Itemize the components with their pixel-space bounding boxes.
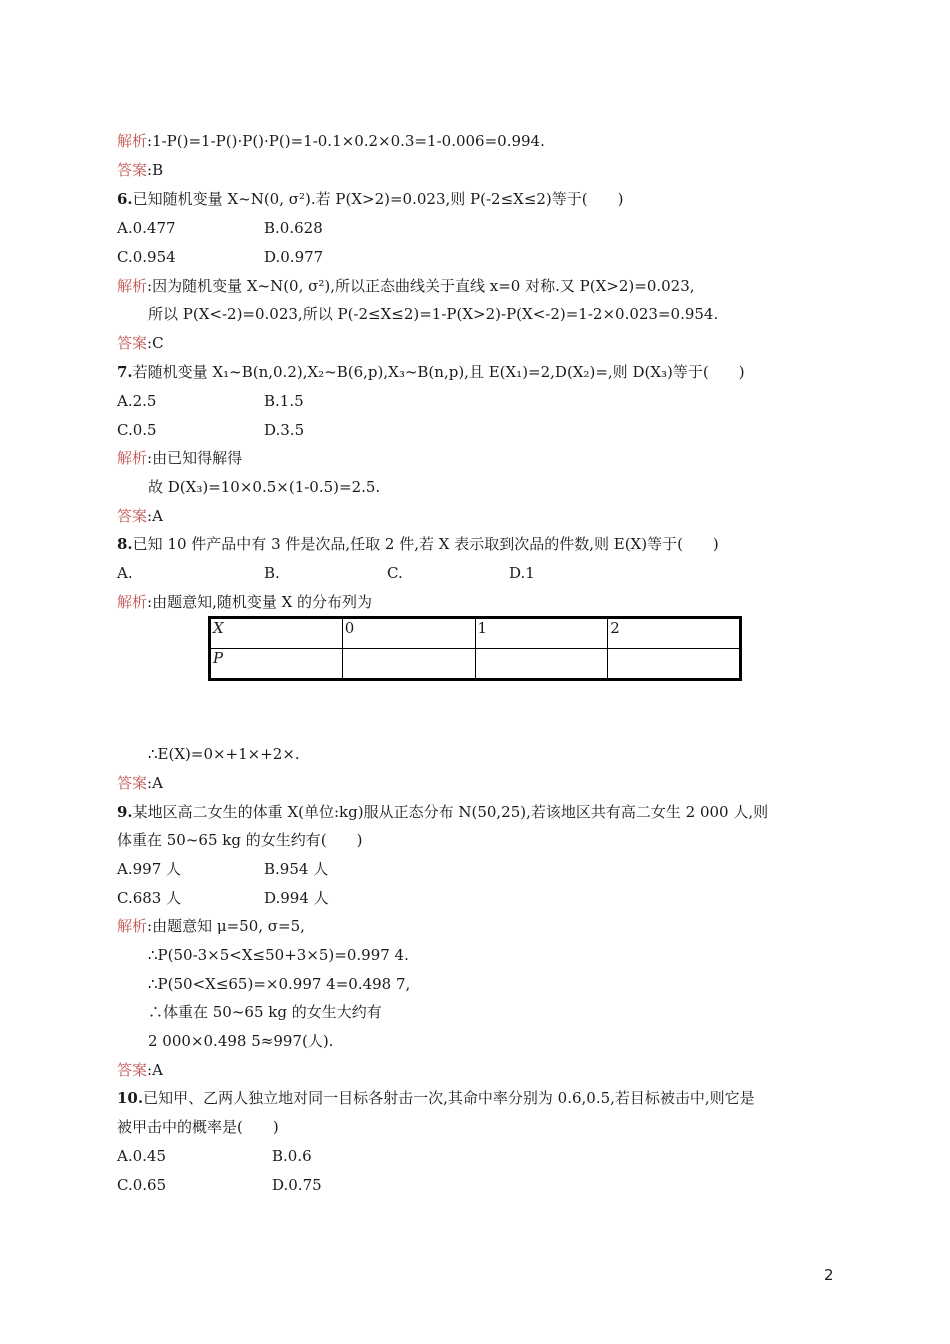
q6-options-row2 <box>117 247 324 267</box>
q6-options-row1 <box>117 218 323 238</box>
solution-label: 解析 <box>117 593 148 611</box>
solution-label: 解析 <box>117 449 148 467</box>
q5-answer: 答案:B <box>117 161 164 179</box>
q7-option-b: B.1.5 <box>264 392 304 410</box>
q10-option-b: B.0.6 <box>272 1147 312 1165</box>
q9-option-c: C.683 人 <box>117 889 182 907</box>
q7-options-row2 <box>117 420 305 440</box>
table-cell: 0 <box>342 618 475 649</box>
q6-answer: 答案:C <box>117 334 164 352</box>
q9-solution-line3: ∴P(50<X≤65)=×0.997 4=0.498 7, <box>148 975 411 993</box>
q10-stem-line1: 10.已知甲、乙两人独立地对同一目标各射击一次,其命中率分别为 0.6,0.5,若目标被击中,则它是 <box>117 1089 755 1107</box>
q8-answer: 答案:A <box>117 774 163 792</box>
q7-option-d: D.3.5 <box>264 421 305 439</box>
q6-option-a: A.0.477 <box>117 219 176 237</box>
q9-solution-line1: 解析:由题意知 μ=50, σ=5, <box>117 917 305 935</box>
q8-options-row <box>117 563 535 583</box>
q6-option-c: C.0.954 <box>117 248 176 266</box>
page-number: 2 <box>824 1266 834 1284</box>
q9-option-a: A.997 人 <box>117 860 181 878</box>
q7-solution-line2: 故 D(X₃)=10×0.5×(1-0.5)=2.5. <box>148 478 381 496</box>
answer-label: 答案 <box>117 161 148 179</box>
q7-options-row1 <box>117 391 304 411</box>
q5-solution: 解析:1-P()=1-P()·P()·P()=1-0.1×0.2×0.3=1-0.006=0.994. <box>117 132 545 150</box>
q8-option-c: C. <box>387 564 403 582</box>
answer-label: 答案 <box>117 507 148 525</box>
q8-stem: 8.已知 10 件产品中有 3 件是次品,任取 2 件,若 X 表示取到次品的件数,则 E(X)等于( ) <box>117 535 719 553</box>
q9-stem-line1: 9.某地区高二女生的体重 X(单位:kg)服从正态分布 N(50,25),若该地区共有高二女生 2 000 人,则 <box>117 803 769 821</box>
q10-option-a: A.0.45 <box>117 1147 166 1165</box>
table-cell <box>342 649 475 680</box>
q10-options-row1 <box>117 1146 312 1166</box>
table-cell <box>475 649 608 680</box>
q9-options-row2 <box>117 888 329 908</box>
q9-stem-line2: 体重在 50~65 kg 的女生约有( ) <box>117 831 363 849</box>
solution-label: 解析 <box>117 277 148 295</box>
q9-options-row1 <box>117 859 329 879</box>
q9-option-d: D.994 人 <box>264 889 329 907</box>
q10-option-d: D.0.75 <box>272 1176 322 1194</box>
q8-option-b: B. <box>264 564 280 582</box>
distribution-table <box>208 616 742 681</box>
table-cell: 2 <box>608 618 741 649</box>
q9-answer: 答案:A <box>117 1061 163 1079</box>
q6-option-d: D.0.977 <box>264 248 324 266</box>
q10-option-c: C.0.65 <box>117 1176 167 1194</box>
q8-option-d: D.1 <box>509 564 535 582</box>
table-row-header <box>210 618 741 649</box>
q8-option-a: A. <box>117 564 133 582</box>
q10-options-row2 <box>117 1175 322 1195</box>
q6-solution-line1: 解析:因为随机变量 X~N(0, σ²),所以正态曲线关于直线 x=0 对称.又 P(X>2)=0.023, <box>117 277 695 295</box>
q6-solution-line2: 所以 P(X<-2)=0.023,所以 P(-2≤X≤2)=1-P(X>2)-P(X<-2)=1-2×0.023=0.954. <box>148 305 719 323</box>
q7-option-c: C.0.5 <box>117 421 157 439</box>
solution-label: 解析 <box>117 132 148 150</box>
q7-solution-line1: 解析:由已知得解得 <box>117 449 243 467</box>
q8-solution-line1: 解析:由题意知,随机变量 X 的分布列为 <box>117 593 373 611</box>
q9-solution-line2: ∴P(50-3×5<X≤50+3×5)=0.997 4. <box>148 946 409 964</box>
answer-label: 答案 <box>117 774 148 792</box>
table-cell: 1 <box>475 618 608 649</box>
q9-solution-line5: 2 000×0.498 5≈997(人). <box>148 1032 334 1050</box>
table-row-probability <box>210 649 741 680</box>
q10-stem-line2: 被甲击中的概率是( ) <box>117 1118 279 1136</box>
answer-label: 答案 <box>117 1061 148 1079</box>
solution-label: 解析 <box>117 917 148 935</box>
q9-solution-line4: ∴体重在 50~65 kg 的女生大约有 <box>148 1003 382 1021</box>
q7-stem: 7.若随机变量 X₁~B(n,0.2),X₂~B(6,p),X₃~B(n,p),且 E(X₁)=2,D(X₂)=,则 D(X₃)等于( ) <box>117 363 745 381</box>
table-cell: X <box>210 618 343 649</box>
table-cell: P <box>210 649 343 680</box>
q7-answer: 答案:A <box>117 507 163 525</box>
answer-label: 答案 <box>117 334 148 352</box>
q9-option-b: B.954 人 <box>264 860 329 878</box>
q6-option-b: B.0.628 <box>264 219 323 237</box>
q8-solution-line2: ∴E(X)=0×+1×+2×. <box>148 745 300 763</box>
q7-option-a: A.2.5 <box>117 392 157 410</box>
table-cell <box>608 649 741 680</box>
q6-stem: 6.已知随机变量 X~N(0, σ²).若 P(X>2)=0.023,则 P(-2≤X≤2)等于( ) <box>117 190 624 208</box>
